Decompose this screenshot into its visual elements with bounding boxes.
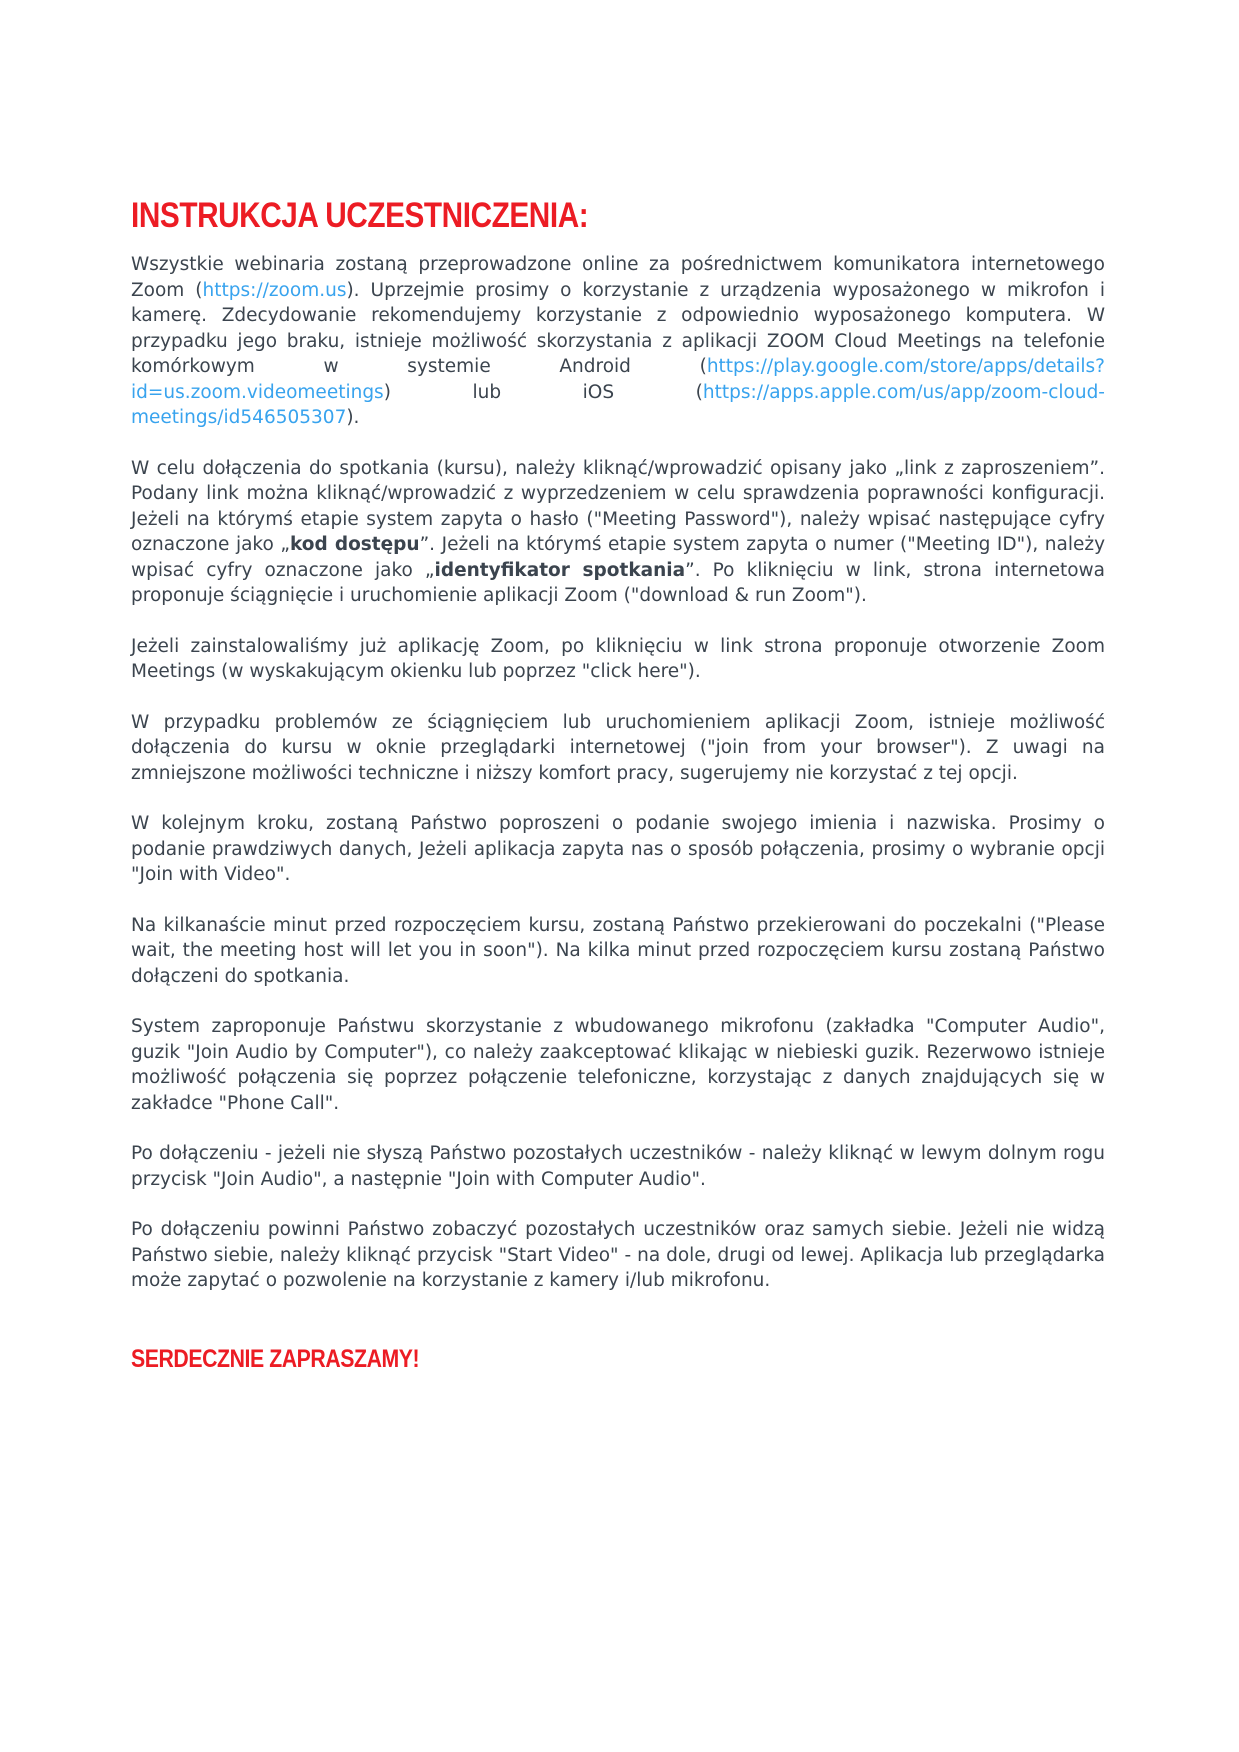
- hyperlink[interactable]: https://play.google.com/store/apps/details?id=us.zoom.videomeetings: [131, 356, 1105, 403]
- text-run: W celu dołączenia do spotkania (kursu), należy kliknąć/wprowadzić opisany jako „link z zaproszeniem”. Podany link można kliknąć/wprowadzić z wyprzedzeniem w celu sprawdzenia poprawności konfiguracji. Jeżeli na którymś etapie system zapyta o hasło ("Meeting Password"), należy wpisać następujące cyfry oznaczone jako „: [131, 457, 1105, 555]
- paragraph: [131, 811, 1105, 888]
- text-run: ”. Jeżeli na którymś etapie system zapyta o numer ("Meeting ID"), należy wpisać cyfry oznaczone jako „: [131, 534, 1106, 581]
- text-run: ”. Po kliknięciu w link, strona internetowa proponuje ściągnięcie i uruchomienie aplikacji Zoom ("download & run Zoom").: [131, 559, 1106, 606]
- bold-text-run: identyfikator spotkania: [434, 559, 686, 581]
- bold-text-run: kod dostępu: [289, 534, 420, 555]
- text-run: System zaproponuje Państwu skorzystanie z wbudowanego mikrofonu (zakładka "Computer Audio", guzik "Join Audio by Computer"), co należy zaakceptować klikając w niebieski guzik. Rezerwowo istnieje możliwość połączenia się poprzez połączenie telefoniczne, korzystając z danych znajdujących się w zakładce "Phone Call".: [131, 1016, 1105, 1114]
- paragraph: [131, 1217, 1105, 1294]
- text-run: ). Uprzejmie prosimy o korzystanie z urządzenia wyposażonego w mikrofon i kamerę. Zdecydowanie rekomendujemy korzystanie z odpowiednio wyposażonego komputera. W przypadku jego braku, istnieje możliwość skorzystania z aplikacji ZOOM Cloud Meetings na telefonie komórkowym w systemie Android (: [131, 279, 1106, 377]
- text-run: W kolejnym kroku, zostaną Państwo poproszeni o podanie swojego imienia i nazwiska. Prosimy o podanie prawdziwych danych, Jeżeli aplikacja zapyta nas o sposób połączenia, prosimy o wybranie opcji "Join with Video".: [131, 813, 1105, 885]
- paragraph: [131, 634, 1105, 685]
- paragraph: [131, 252, 1105, 431]
- text-run: ).: [346, 407, 360, 428]
- document-body: [131, 252, 1105, 1294]
- text-run: Na kilkanaście minut przed rozpoczęciem kursu, zostaną Państwo przekierowani do poczekalni ("Please wait, the meeting host will let you in soon"). Na kilka minut przed rozpoczęciem kursu zostaną Państwo dołączeni do spotkania.: [131, 914, 1105, 987]
- paragraph: [131, 1141, 1105, 1192]
- text-run: Po dołączeniu powinni Państwo zobaczyć pozostałych uczestników oraz samych siebie. Jeżeli nie widzą Państwo siebie, należy kliknąć przycisk "Start Video" - na dole, drugi od lewej. Aplikacja lub przeglądarka może zapytać o pozwolenie na korzystanie z kamery i/lub mikrofonu.: [131, 1219, 1105, 1291]
- paragraph: [131, 710, 1105, 787]
- text-run: Po dołączeniu - jeżeli nie słyszą Państwo pozostałych uczestników - należy kliknąć w lewym dolnym rogu przycisk "Join Audio", a następnie "Join with Computer Audio".: [131, 1143, 1105, 1190]
- text-run: Jeżeli zainstalowaliśmy już aplikację Zoom, po kliknięciu w link strona proponuje otworzenie Zoom Meetings (w wyskakującym okienku lub poprzez "click here").: [131, 635, 1105, 682]
- paragraph: [131, 1014, 1105, 1116]
- closing-line: SERDECZNIE ZAPRASZAMY!: [131, 1344, 420, 1373]
- hyperlink[interactable]: https://zoom.us: [202, 279, 347, 301]
- text-run: Wszystkie webinaria zostaną przeprowadzone online za pośrednictwem komunikatora internetowego Zoom (: [131, 254, 1105, 301]
- hyperlink[interactable]: https://apps.apple.com/us/app/zoom-cloud-meetings/id546505307: [131, 381, 1105, 428]
- text-run: W przypadku problemów ze ściągnięciem lub uruchomieniem aplikacji Zoom, istnieje możliwość dołączenia do kursu w oknie przeglądarki internetowej ("join from your browser"). Z uwagi na zmniejszone możliwości techniczne i niższy komfort pracy, sugerujemy nie korzystać z tej opcji.: [131, 711, 1105, 784]
- page-title: INSTRUKCJA UCZESTNICZENIA:: [131, 196, 589, 235]
- text-run: ) lub iOS (: [383, 381, 703, 403]
- paragraph: [131, 913, 1105, 990]
- document-content: [131, 196, 1105, 1374]
- paragraph: [131, 456, 1105, 609]
